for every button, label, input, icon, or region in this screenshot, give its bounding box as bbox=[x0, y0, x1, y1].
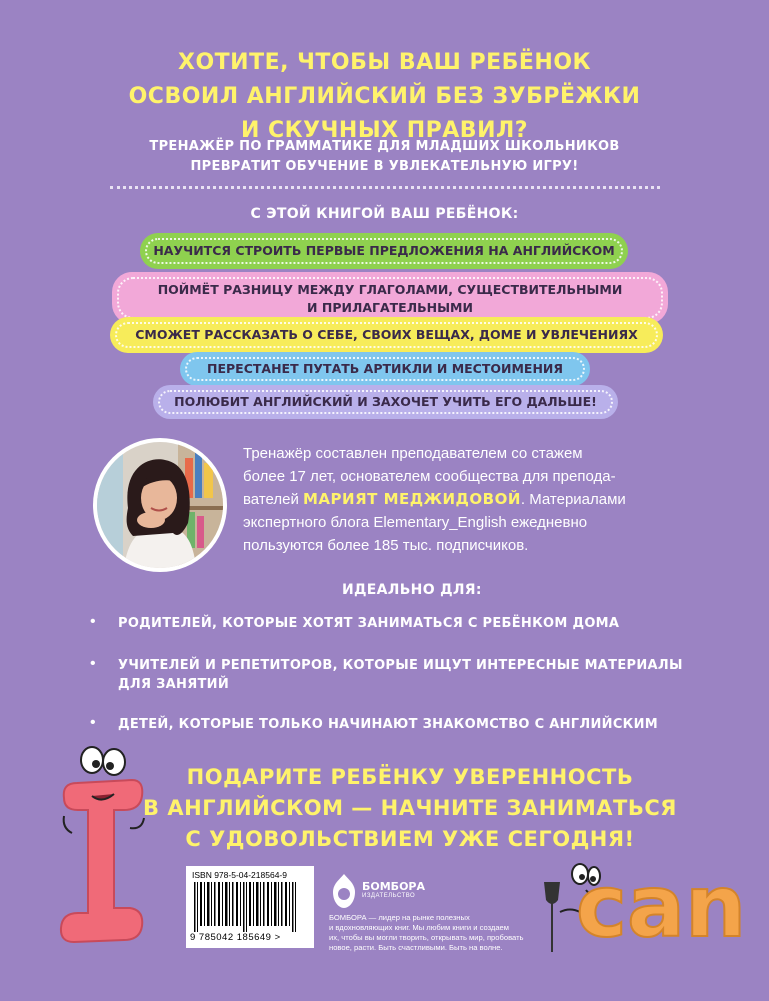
benefit-pill bbox=[110, 317, 663, 353]
benefit-pill bbox=[140, 233, 628, 269]
benefits-title: С ЭТОЙ КНИГОЙ ВАШ РЕБЁНОК: bbox=[250, 206, 519, 222]
dotted-divider bbox=[110, 186, 660, 189]
barcode-icon bbox=[192, 882, 308, 932]
subheadline-line-1: ТРЕНАЖЁР ПО ГРАММАТИКЕ ДЛЯ МЛАДШИХ ШКОЛЬНИКОВ bbox=[149, 139, 620, 154]
headline bbox=[0, 46, 769, 148]
subheadline bbox=[0, 137, 769, 177]
bullet-icon: • bbox=[90, 613, 96, 630]
subheadline-line-2: ПРЕВРАТИТ ОБУЧЕНИЕ В УВЛЕКАТЕЛЬНУЮ ИГРУ! bbox=[190, 159, 579, 174]
ideal-list bbox=[90, 614, 690, 736]
ideal-title: ИДЕАЛЬНО ДЛЯ: bbox=[342, 582, 482, 598]
bullet-icon: • bbox=[90, 714, 96, 731]
barcode-digits: 9 785042 185649 > bbox=[190, 932, 281, 943]
headline-line-2: ОСВОИЛ АНГЛИЙСКИЙ БЕЗ ЗУБРЁЖКИ bbox=[128, 84, 641, 109]
benefit-text: НАУЧИТСЯ СТРОИТЬ ПЕРВЫЕ ПРЕДЛОЖЕНИЯ НА АНГЛИЙСКОМ bbox=[153, 243, 615, 258]
publisher-logo-text: БОМБОРА bbox=[362, 880, 425, 893]
benefit-text: ПЕРЕСТАНЕТ ПУТАТЬ АРТИКЛИ И МЕСТОИМЕНИЯ bbox=[207, 361, 563, 376]
letter-i-character bbox=[52, 738, 152, 963]
benefit-text: ПОЙМЁТ РАЗНИЦУ МЕЖДУ ГЛАГОЛАМИ, СУЩЕСТВИТЕЛЬНЫМИ И ПРИЛАГАТЕЛЬНЫМИ bbox=[157, 282, 623, 315]
author-photo bbox=[93, 438, 227, 572]
benefit-text: ПОЛЮБИТ АНГЛИЙСКИЙ И ЗАХОЧЕТ УЧИТЬ ЕГО ДАЛЬШЕ! bbox=[174, 394, 597, 409]
isbn-text: ISBN 978-5-04-218564-9 bbox=[192, 870, 287, 880]
benefit-text: СМОЖЕТ РАССКАЗАТЬ О СЕБЕ, СВОИХ ВЕЩАХ, ДОМЕ И УВЛЕЧЕНИЯХ bbox=[135, 327, 638, 342]
barcode-box bbox=[186, 866, 314, 948]
list-item: • ДЕТЕЙ, КОТОРЫЕ ТОЛЬКО НАЧИНАЮТ ЗНАКОМСТВО С АНГЛИЙСКИМ bbox=[90, 714, 659, 732]
bullet-icon: • bbox=[90, 655, 96, 672]
headline-line-1: ХОТИТЕ, ЧТОБЫ ВАШ РЕБЁНОК bbox=[177, 50, 592, 75]
closing-text: ПОДАРИТЕ РЕБЁНКУ УВЕРЕННОСТЬ В АНГЛИЙСКОМ — НАЧНИТЕ ЗАНИМАТЬСЯ С УДОВОЛЬСТВИЕМ УЖЕ СЕГОДНЯ! bbox=[143, 765, 677, 851]
publisher-blurb: БОМБОРА — лидер на рынке полезных и вдохновляющих книг. Мы любим книги и создаем их, чтобы вы могли творить, открывать мир, пробовать новое, расти. Быть счастливыми. Быть на волне. bbox=[329, 913, 524, 952]
bombora-logo-icon bbox=[329, 872, 359, 910]
author-bio: Тренажёр составлен преподавателем со стажем более 17 лет, основателем сообщества для препода- вателей МАРИЯТ МЕДЖИДОВОЙ. Материалами экспертного блога Elementary_English ежедневно пользуются более 185 тыс. подписчиков. bbox=[243, 445, 626, 554]
publisher-logo-sub: ИЗДАТЕЛЬСТВО bbox=[362, 893, 416, 899]
author-name: МАРИЯТ МЕДЖИДОВОЙ bbox=[303, 490, 521, 508]
benefit-pill bbox=[153, 385, 618, 419]
can-text: can bbox=[576, 857, 747, 957]
headline-line-3: И СКУЧНЫХ ПРАВИЛ? bbox=[240, 118, 529, 143]
can-word bbox=[570, 857, 747, 957]
list-item: • РОДИТЕЛЕЙ, КОТОРЫЕ ХОТЯТ ЗАНИМАТЬСЯ С РЕБЁНКОМ ДОМА bbox=[90, 613, 620, 631]
list-item: • УЧИТЕЛЕЙ И РЕПЕТИТОРОВ, КОТОРЫЕ ИЩУТ ИНТЕРЕСНЫЕ МАТЕРИАЛЫ ДЛЯ ЗАНЯТИЙ bbox=[90, 655, 683, 692]
benefit-pill bbox=[180, 352, 590, 386]
